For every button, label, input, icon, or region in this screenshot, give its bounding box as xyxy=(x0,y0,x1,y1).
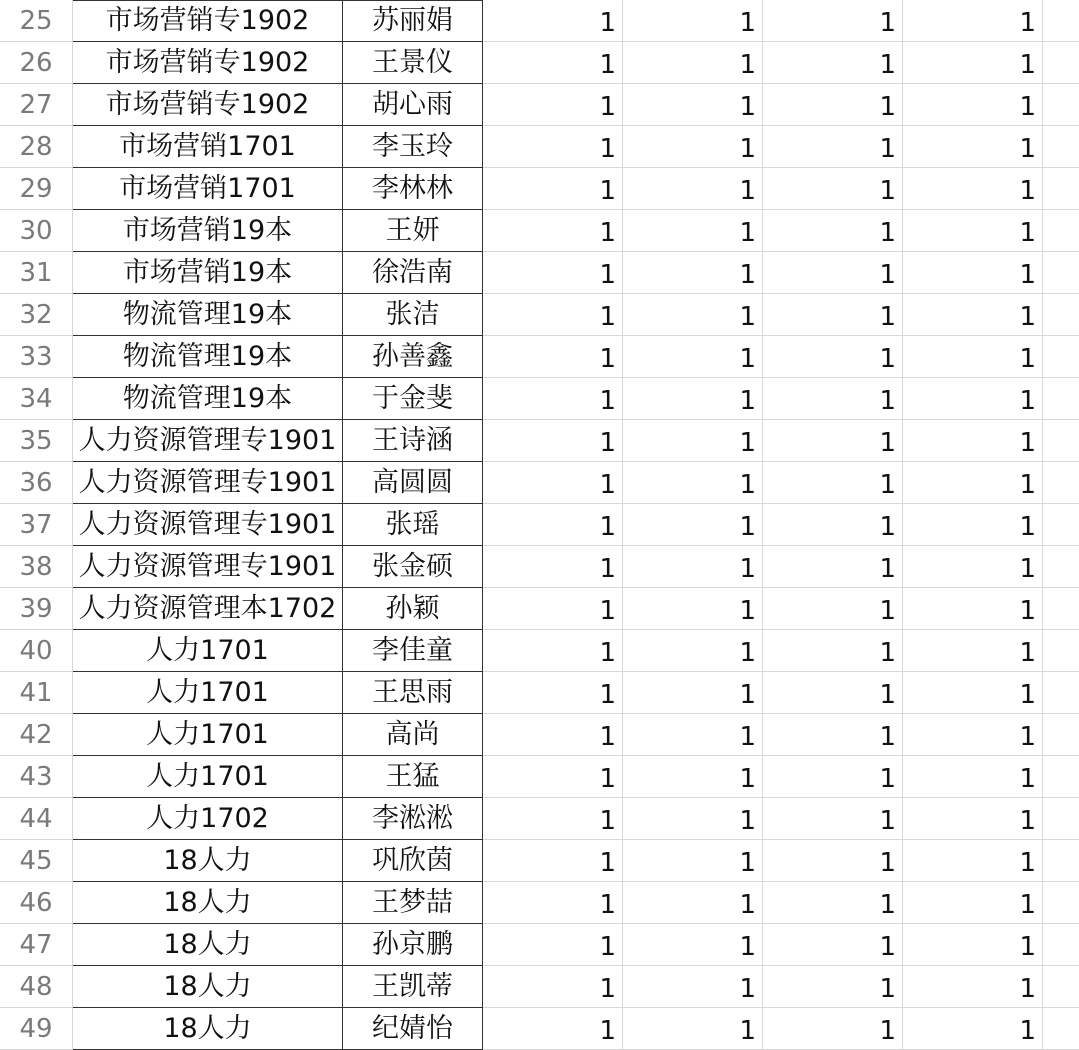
value-cell[interactable]: 1 xyxy=(903,840,1043,882)
value-cell[interactable]: 1 xyxy=(903,252,1043,294)
table-row xyxy=(0,420,1079,462)
value-cell[interactable]: 1 xyxy=(623,462,763,504)
student-name-cell[interactable]: 张瑶 xyxy=(343,504,483,546)
class-cell[interactable]: 市场营销1701 xyxy=(73,126,343,168)
value-cell[interactable]: 1 xyxy=(623,504,763,546)
row-header[interactable]: 28 xyxy=(0,126,73,168)
class-cell[interactable]: 人力1701 xyxy=(73,714,343,756)
value-cell[interactable]: 1 xyxy=(623,294,763,336)
empty-cell[interactable] xyxy=(1043,546,1079,588)
table-row xyxy=(0,210,1079,252)
value-cell[interactable]: 1 xyxy=(623,0,763,42)
empty-cell[interactable] xyxy=(1043,252,1079,294)
class-cell[interactable]: 人力资源管理专1901 xyxy=(73,462,343,504)
row-header[interactable]: 49 xyxy=(0,1008,73,1050)
row-header[interactable]: 43 xyxy=(0,756,73,798)
class-cell[interactable]: 市场营销19本 xyxy=(73,252,343,294)
value-cell[interactable]: 1 xyxy=(763,252,903,294)
class-cell[interactable]: 人力1701 xyxy=(73,672,343,714)
student-name-cell[interactable]: 王猛 xyxy=(343,756,483,798)
row-header[interactable]: 36 xyxy=(0,462,73,504)
value-cell[interactable]: 1 xyxy=(623,546,763,588)
student-name-cell[interactable]: 王思雨 xyxy=(343,672,483,714)
row-header[interactable]: 47 xyxy=(0,924,73,966)
value-cell[interactable]: 1 xyxy=(623,336,763,378)
student-name-cell[interactable]: 张金硕 xyxy=(343,546,483,588)
value-cell[interactable]: 1 xyxy=(483,630,623,672)
row-header[interactable]: 40 xyxy=(0,630,73,672)
value-cell[interactable]: 1 xyxy=(483,336,623,378)
student-name-cell[interactable]: 纪婧怡 xyxy=(343,1008,483,1050)
class-cell[interactable]: 人力1701 xyxy=(73,630,343,672)
value-cell[interactable]: 1 xyxy=(763,924,903,966)
value-cell[interactable]: 1 xyxy=(623,966,763,1008)
empty-cell[interactable] xyxy=(1043,420,1079,462)
student-name-cell[interactable]: 李佳童 xyxy=(343,630,483,672)
value-cell[interactable]: 1 xyxy=(903,756,1043,798)
table-row xyxy=(0,672,1079,714)
value-cell[interactable]: 1 xyxy=(903,504,1043,546)
table-row xyxy=(0,84,1079,126)
row-header[interactable]: 34 xyxy=(0,378,73,420)
value-cell[interactable]: 1 xyxy=(483,840,623,882)
row-header[interactable]: 39 xyxy=(0,588,73,630)
value-cell[interactable]: 1 xyxy=(903,672,1043,714)
table-row xyxy=(0,840,1079,882)
value-cell[interactable]: 1 xyxy=(623,42,763,84)
student-name-cell[interactable]: 高尚 xyxy=(343,714,483,756)
row-header[interactable]: 35 xyxy=(0,420,73,462)
row-header[interactable]: 38 xyxy=(0,546,73,588)
class-cell[interactable]: 18人力 xyxy=(73,966,343,1008)
student-name-cell[interactable]: 王妍 xyxy=(343,210,483,252)
value-cell[interactable]: 1 xyxy=(483,504,623,546)
row-header[interactable]: 37 xyxy=(0,504,73,546)
value-cell[interactable]: 1 xyxy=(903,336,1043,378)
value-cell[interactable]: 1 xyxy=(763,882,903,924)
value-cell[interactable]: 1 xyxy=(483,84,623,126)
student-name-cell[interactable]: 张洁 xyxy=(343,294,483,336)
student-name-cell[interactable]: 孙善鑫 xyxy=(343,336,483,378)
value-cell[interactable]: 1 xyxy=(483,756,623,798)
table-row xyxy=(0,798,1079,840)
row-header[interactable]: 27 xyxy=(0,84,73,126)
empty-cell[interactable] xyxy=(1043,840,1079,882)
row-header[interactable]: 32 xyxy=(0,294,73,336)
table-row xyxy=(0,714,1079,756)
value-cell[interactable]: 1 xyxy=(483,924,623,966)
value-cell[interactable]: 1 xyxy=(483,252,623,294)
value-cell[interactable]: 1 xyxy=(623,420,763,462)
row-header[interactable]: 41 xyxy=(0,672,73,714)
row-header[interactable]: 29 xyxy=(0,168,73,210)
table-row xyxy=(0,882,1079,924)
row-header[interactable]: 25 xyxy=(0,0,73,42)
value-cell[interactable]: 1 xyxy=(483,210,623,252)
value-cell[interactable]: 1 xyxy=(903,168,1043,210)
empty-cell[interactable] xyxy=(1043,1008,1079,1050)
value-cell[interactable]: 1 xyxy=(483,798,623,840)
table-row xyxy=(0,378,1079,420)
class-cell[interactable]: 人力资源管理本1702 xyxy=(73,588,343,630)
empty-cell[interactable] xyxy=(1043,588,1079,630)
table-row xyxy=(0,588,1079,630)
student-name-cell[interactable]: 徐浩南 xyxy=(343,252,483,294)
value-cell[interactable]: 1 xyxy=(483,42,623,84)
value-cell[interactable]: 1 xyxy=(483,882,623,924)
class-cell[interactable]: 18人力 xyxy=(73,924,343,966)
value-cell[interactable]: 1 xyxy=(483,546,623,588)
class-cell[interactable]: 市场营销19本 xyxy=(73,210,343,252)
value-cell[interactable]: 1 xyxy=(763,714,903,756)
value-cell[interactable]: 1 xyxy=(903,0,1043,42)
value-cell[interactable]: 1 xyxy=(623,84,763,126)
empty-cell[interactable] xyxy=(1043,336,1079,378)
student-name-cell[interactable]: 王诗涵 xyxy=(343,420,483,462)
value-cell[interactable]: 1 xyxy=(483,420,623,462)
value-cell[interactable]: 1 xyxy=(903,630,1043,672)
empty-cell[interactable] xyxy=(1043,126,1079,168)
student-name-cell[interactable]: 王梦喆 xyxy=(343,882,483,924)
class-cell[interactable]: 市场营销1701 xyxy=(73,168,343,210)
value-cell[interactable]: 1 xyxy=(763,294,903,336)
table-row xyxy=(0,504,1079,546)
value-cell[interactable]: 1 xyxy=(483,462,623,504)
row-header[interactable]: 31 xyxy=(0,252,73,294)
value-cell[interactable]: 1 xyxy=(623,882,763,924)
empty-cell[interactable] xyxy=(1043,42,1079,84)
value-cell[interactable]: 1 xyxy=(903,42,1043,84)
value-cell[interactable]: 1 xyxy=(763,840,903,882)
table-row xyxy=(0,1008,1079,1050)
table-row xyxy=(0,168,1079,210)
value-cell[interactable]: 1 xyxy=(763,126,903,168)
empty-cell[interactable] xyxy=(1043,210,1079,252)
value-cell[interactable]: 1 xyxy=(763,336,903,378)
student-name-cell[interactable]: 李淞淞 xyxy=(343,798,483,840)
value-cell[interactable]: 1 xyxy=(903,588,1043,630)
value-cell[interactable]: 1 xyxy=(903,462,1043,504)
row-header[interactable]: 44 xyxy=(0,798,73,840)
value-cell[interactable]: 1 xyxy=(623,714,763,756)
empty-cell[interactable] xyxy=(1043,924,1079,966)
value-cell[interactable]: 1 xyxy=(483,966,623,1008)
student-name-cell[interactable]: 于金斐 xyxy=(343,378,483,420)
class-cell[interactable]: 人力1701 xyxy=(73,756,343,798)
row-header[interactable]: 45 xyxy=(0,840,73,882)
empty-cell[interactable] xyxy=(1043,84,1079,126)
class-cell[interactable]: 市场营销专1902 xyxy=(73,0,343,42)
value-cell[interactable]: 1 xyxy=(623,252,763,294)
empty-cell[interactable] xyxy=(1043,672,1079,714)
row-header[interactable]: 46 xyxy=(0,882,73,924)
value-cell[interactable]: 1 xyxy=(763,588,903,630)
value-cell[interactable]: 1 xyxy=(623,588,763,630)
value-cell[interactable]: 1 xyxy=(763,546,903,588)
value-cell[interactable]: 1 xyxy=(763,210,903,252)
value-cell[interactable]: 1 xyxy=(483,714,623,756)
empty-cell[interactable] xyxy=(1043,798,1079,840)
value-cell[interactable]: 1 xyxy=(623,210,763,252)
class-cell[interactable]: 18人力 xyxy=(73,882,343,924)
student-name-cell[interactable]: 巩欣茵 xyxy=(343,840,483,882)
value-cell[interactable]: 1 xyxy=(763,42,903,84)
class-cell[interactable]: 物流管理19本 xyxy=(73,378,343,420)
value-cell[interactable]: 1 xyxy=(483,378,623,420)
table-row xyxy=(0,42,1079,84)
table-row xyxy=(0,294,1079,336)
value-cell[interactable]: 1 xyxy=(483,0,623,42)
value-cell[interactable]: 1 xyxy=(763,1008,903,1050)
value-cell[interactable]: 1 xyxy=(903,1008,1043,1050)
value-cell[interactable]: 1 xyxy=(483,672,623,714)
row-header[interactable]: 42 xyxy=(0,714,73,756)
empty-cell[interactable] xyxy=(1043,168,1079,210)
value-cell[interactable]: 1 xyxy=(763,168,903,210)
value-cell[interactable]: 1 xyxy=(903,420,1043,462)
class-cell[interactable]: 18人力 xyxy=(73,840,343,882)
value-cell[interactable]: 1 xyxy=(763,84,903,126)
class-cell[interactable]: 市场营销专1902 xyxy=(73,42,343,84)
student-name-cell[interactable]: 孙颖 xyxy=(343,588,483,630)
value-cell[interactable]: 1 xyxy=(623,924,763,966)
table-row xyxy=(0,0,1079,42)
row-header[interactable]: 30 xyxy=(0,210,73,252)
value-cell[interactable]: 1 xyxy=(763,798,903,840)
value-cell[interactable]: 1 xyxy=(903,294,1043,336)
class-cell[interactable]: 人力资源管理专1901 xyxy=(73,546,343,588)
value-cell[interactable]: 1 xyxy=(623,168,763,210)
table-row xyxy=(0,462,1079,504)
class-cell[interactable]: 物流管理19本 xyxy=(73,336,343,378)
value-cell[interactable]: 1 xyxy=(903,126,1043,168)
class-cell[interactable]: 物流管理19本 xyxy=(73,294,343,336)
student-name-cell[interactable]: 李玉玲 xyxy=(343,126,483,168)
value-cell[interactable]: 1 xyxy=(903,546,1043,588)
value-cell[interactable]: 1 xyxy=(483,1008,623,1050)
value-cell[interactable]: 1 xyxy=(763,504,903,546)
class-cell[interactable]: 人力1702 xyxy=(73,798,343,840)
value-cell[interactable]: 1 xyxy=(763,0,903,42)
value-cell[interactable]: 1 xyxy=(763,756,903,798)
value-cell[interactable]: 1 xyxy=(903,714,1043,756)
value-cell[interactable]: 1 xyxy=(903,210,1043,252)
student-name-cell[interactable]: 王凯蒂 xyxy=(343,966,483,1008)
empty-cell[interactable] xyxy=(1043,756,1079,798)
value-cell[interactable]: 1 xyxy=(903,798,1043,840)
value-cell[interactable]: 1 xyxy=(623,672,763,714)
row-header[interactable]: 33 xyxy=(0,336,73,378)
empty-cell[interactable] xyxy=(1043,630,1079,672)
class-cell[interactable]: 市场营销专1902 xyxy=(73,84,343,126)
empty-cell[interactable] xyxy=(1043,378,1079,420)
value-cell[interactable]: 1 xyxy=(623,1008,763,1050)
value-cell[interactable]: 1 xyxy=(623,630,763,672)
value-cell[interactable]: 1 xyxy=(903,882,1043,924)
value-cell[interactable]: 1 xyxy=(483,168,623,210)
value-cell[interactable]: 1 xyxy=(623,798,763,840)
student-name-cell[interactable]: 孙京鹏 xyxy=(343,924,483,966)
empty-cell[interactable] xyxy=(1043,714,1079,756)
student-name-cell[interactable]: 高圆圆 xyxy=(343,462,483,504)
value-cell[interactable]: 1 xyxy=(903,924,1043,966)
value-cell[interactable]: 1 xyxy=(763,630,903,672)
student-name-cell[interactable]: 苏丽娟 xyxy=(343,0,483,42)
value-cell[interactable]: 1 xyxy=(623,756,763,798)
table-row xyxy=(0,546,1079,588)
table-row xyxy=(0,924,1079,966)
table-row xyxy=(0,966,1079,1008)
value-cell[interactable]: 1 xyxy=(623,378,763,420)
value-cell[interactable]: 1 xyxy=(903,378,1043,420)
student-name-cell[interactable]: 王景仪 xyxy=(343,42,483,84)
value-cell[interactable]: 1 xyxy=(903,966,1043,1008)
row-header[interactable]: 26 xyxy=(0,42,73,84)
value-cell[interactable]: 1 xyxy=(763,378,903,420)
value-cell[interactable]: 1 xyxy=(763,420,903,462)
student-name-cell[interactable]: 胡心雨 xyxy=(343,84,483,126)
table-row xyxy=(0,252,1079,294)
table-row xyxy=(0,126,1079,168)
empty-cell[interactable] xyxy=(1043,882,1079,924)
table-row xyxy=(0,756,1079,798)
table-row xyxy=(0,630,1079,672)
empty-cell[interactable] xyxy=(1043,462,1079,504)
value-cell[interactable]: 1 xyxy=(483,588,623,630)
class-cell[interactable]: 人力资源管理专1901 xyxy=(73,504,343,546)
value-cell[interactable]: 1 xyxy=(623,840,763,882)
value-cell[interactable]: 1 xyxy=(903,84,1043,126)
row-header[interactable]: 48 xyxy=(0,966,73,1008)
value-cell[interactable]: 1 xyxy=(763,672,903,714)
value-cell[interactable]: 1 xyxy=(483,126,623,168)
empty-cell[interactable] xyxy=(1043,0,1079,42)
value-cell[interactable]: 1 xyxy=(763,966,903,1008)
value-cell[interactable]: 1 xyxy=(763,462,903,504)
empty-cell[interactable] xyxy=(1043,294,1079,336)
value-cell[interactable]: 1 xyxy=(623,126,763,168)
empty-cell[interactable] xyxy=(1043,966,1079,1008)
student-name-cell[interactable]: 李林林 xyxy=(343,168,483,210)
empty-cell[interactable] xyxy=(1043,504,1079,546)
table-row xyxy=(0,336,1079,378)
value-cell[interactable]: 1 xyxy=(483,294,623,336)
class-cell[interactable]: 18人力 xyxy=(73,1008,343,1050)
class-cell[interactable]: 人力资源管理专1901 xyxy=(73,420,343,462)
